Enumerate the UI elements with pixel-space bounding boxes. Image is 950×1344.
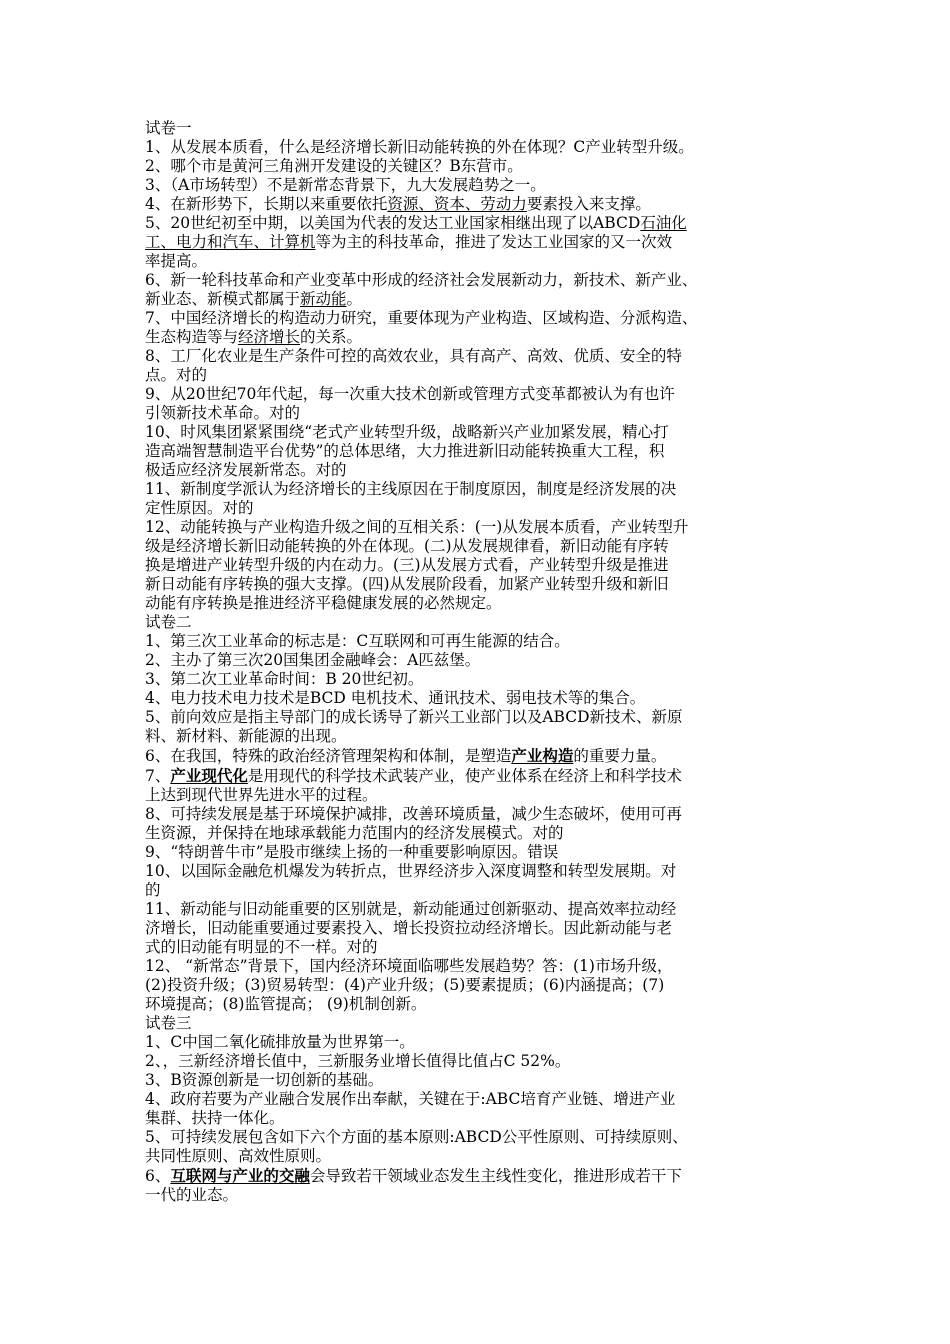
- text: 要素投入来支撑。: [526, 195, 651, 213]
- text: 6、在我国，特殊的政治经济管理架构和体制，是塑造: [145, 747, 512, 765]
- exam1-question-12: 12、动能转换与产业构造升级之间的互相关系：(一)从发展本质看，产业转型升: [145, 518, 689, 536]
- section-title-exam1: 试卷一: [145, 119, 192, 137]
- exam1-question-1: 1、从发展本质看，什么是经济增长新旧动能转换的外在体现？C产业转型升级。: [145, 138, 694, 156]
- text: 新业态、新模式都属于: [145, 290, 301, 308]
- exam3-question-6: [145, 1166, 815, 1186]
- exam2-question-12: 12、 “新常态”背景下，国内经济环境面临哪些发展趋势？答：(1)市场升级，: [145, 957, 673, 975]
- text: 的重要力量。: [573, 747, 667, 765]
- exam2-question-10: 10、以国际金融危机爆发为转折点，世界经济步入深度调整和转型发展期。对: [145, 862, 677, 880]
- underlined-answer: 产业现代化: [170, 766, 248, 785]
- exam1-question-3: 3、（A市场转型）不是新常态背景下，九大发展趋势之一。: [145, 176, 546, 194]
- text: 。: [346, 290, 363, 308]
- document-body: [145, 119, 815, 1205]
- exam3-question-5-cont: 共同性原则、高效性原则。: [145, 1147, 332, 1165]
- exam1-question-8: 8、工厂化农业是生产条件可控的高效农业，具有高产、高效、优质、安全的特: [145, 347, 682, 365]
- exam2-question-5-cont: 料、新材料、新能源的出现。: [145, 727, 347, 745]
- text: 等为主的科技革命，推进了发达工业国家的又一次效: [315, 233, 673, 251]
- exam1-question-7: 7、中国经济增长的构造动力研究，重要体现为产业构造、区域构造、分派构造、: [145, 309, 698, 327]
- underlined-answer: 互联网与产业的交融: [170, 1166, 310, 1185]
- text: 的关系。: [300, 328, 363, 346]
- text: 会导致若干领域业态发生主线性变化，推进形成若干下: [309, 1167, 682, 1185]
- exam1-question-5-cont: [145, 233, 815, 252]
- exam2-question-5: 5、前向效应是指主导部门的成长诱导了新兴工业部门以及ABCD新技术、新原: [145, 708, 683, 726]
- exam2-question-1: 1、第三次工业革命的标志是：C互联网和可再生能源的结合。: [145, 632, 570, 650]
- exam1-question-10: 10、时风集团紧紧围绕“老式产业转型升级，战略新兴产业加紧发展，精心打: [145, 423, 669, 441]
- exam2-question-4: 4、电力技术电力技术是BCD 电机技术、通讯技术、弱电技术等的集合。: [145, 689, 646, 707]
- exam2-question-11-cont: 式的旧动能有明显的不一样。对的: [145, 938, 378, 956]
- exam1-question-12-cont: 新日动能有序转换的强大支撑。(四)从发展阶段看，加紧产业转型升级和新旧: [145, 575, 669, 593]
- exam2-question-6: [145, 746, 815, 766]
- section-title-exam2: 试卷二: [145, 613, 192, 631]
- exam1-question-5-cont: 率提高。: [145, 252, 208, 270]
- underlined-answer: 资源、资本、劳动力: [387, 195, 527, 213]
- text: 4、在新形势下，长期以来重要依托: [145, 195, 388, 213]
- text: 是用现代的科学技术武装产业，使产业体系在经济上和科学技术: [247, 767, 682, 785]
- exam1-question-6-cont: [145, 290, 815, 309]
- exam3-question-1: 1、C中国二氧化硫排放量为世界第一。: [145, 1033, 415, 1051]
- exam1-question-9: 9、从20世纪70年代起，每一次重大技术创新或管理方式变革都被认为有也许: [145, 385, 675, 403]
- exam3-question-4-cont: 集群、扶持一体化。: [145, 1109, 285, 1127]
- exam1-question-10-cont: 极适应经济发展新常态。对的: [145, 461, 347, 479]
- exam2-question-2: 2、主办了第三次20国集团金融峰会：A匹兹堡。: [145, 651, 481, 669]
- exam2-question-11: 11、新动能与旧动能重要的区别就是，新动能通过创新驱动、提高效率拉动经: [145, 900, 677, 918]
- exam1-question-2: 2、哪个市是黄河三角洲开发建设的关键区？B东营市。: [145, 157, 523, 175]
- underlined-answer: 工、电力和汽车、计算机: [145, 233, 316, 251]
- exam2-question-10-cont: 的: [145, 881, 161, 899]
- exam2-question-8-cont: 生资源，并保持在地球承载能力范围内的经济发展模式。对的: [145, 824, 564, 842]
- exam1-question-11: 11、新制度学派认为经济增长的主线原因在于制度原因，制度是经济发展的决: [145, 480, 677, 498]
- exam1-question-5: [145, 214, 815, 233]
- text: 6、: [145, 1167, 171, 1185]
- exam1-question-8-cont: 点。对的: [145, 366, 208, 384]
- exam3-question-6-cont: 一代的业态。: [145, 1186, 239, 1204]
- exam2-question-8: 8、可持续发展是基于环境保护减排，改善环境质量，减少生态破坏，使用可再: [145, 805, 682, 823]
- exam2-question-11-cont: 济增长，旧动能重要通过要素投入、增长投资拉动经济增长。因此新动能与老: [145, 919, 673, 937]
- exam1-question-6: 6、新一轮科技革命和产业变革中形成的经济社会发展新动力，新技术、新产业、: [145, 271, 698, 289]
- exam1-question-10-cont: 造高端智慧制造平台优势”的总体思绪，大力推进新旧动能转换重大工程，积: [145, 442, 665, 460]
- text: 5、20世纪初至中期，以美国为代表的发达工业国家相继出现了以ABCD: [145, 214, 641, 232]
- exam2-question-12-cont: 环境提高；(8)监管提高； (9)机制创新。: [145, 995, 427, 1013]
- exam2-question-7-cont: 上达到现代世界先进水平的过程。: [145, 786, 378, 804]
- exam1-question-9-cont: 引领新技术革命。对的: [145, 404, 301, 422]
- exam3-question-3: 3、B资源创新是一切创新的基础。: [145, 1071, 384, 1089]
- exam3-question-4: 4、政府若要为产业融合发展作出奉献，关键在于:ABC培育产业链、增进产业: [145, 1090, 676, 1108]
- text: 7、: [145, 767, 171, 785]
- exam1-question-12-cont: 动能有序转换是推进经济平稳健康发展的必然规定。: [145, 594, 502, 612]
- exam2-question-9: 9、“特朗普牛市”是股市继续上扬的一种重要影响原因。错误: [145, 843, 559, 861]
- underlined-answer: 经济增长: [238, 328, 301, 346]
- exam3-question-2: 2、，三新经济增长值中，三新服务业增长值得比值占C 52%。: [145, 1052, 571, 1070]
- exam2-question-12-cont: (2)投资升级；(3)贸易转型：(4)产业升级；(5)要素提质；(6)内涵提高；(7): [145, 976, 665, 994]
- section-title-exam3: 试卷三: [145, 1014, 192, 1032]
- exam1-question-12-cont: 级是经济增长新旧动能转换的外在体现。(二)从发展规律看，新旧动能有序转: [145, 537, 669, 555]
- exam1-question-11-cont: 定性原因。对的: [145, 499, 254, 517]
- exam1-question-7-cont: [145, 328, 815, 347]
- exam3-question-5: 5、可持续发展包含如下六个方面的基本原则:ABCD公平性原则、可持续原则、: [145, 1128, 688, 1146]
- exam2-question-7: [145, 766, 815, 786]
- exam2-question-3: 3、第二次工业革命时间：B 20世纪初。: [145, 670, 424, 688]
- exam1-question-4: [145, 195, 815, 214]
- exam1-question-12-cont: 换是增进产业转型升级的内在动力。(三)从发展方式看，产业转型升级是推进: [145, 556, 669, 574]
- underlined-answer: 石油化: [640, 214, 687, 232]
- underlined-answer: 新动能: [300, 290, 347, 308]
- text: 生态构造等与: [145, 328, 239, 346]
- underlined-answer: 产业构造: [511, 746, 574, 765]
